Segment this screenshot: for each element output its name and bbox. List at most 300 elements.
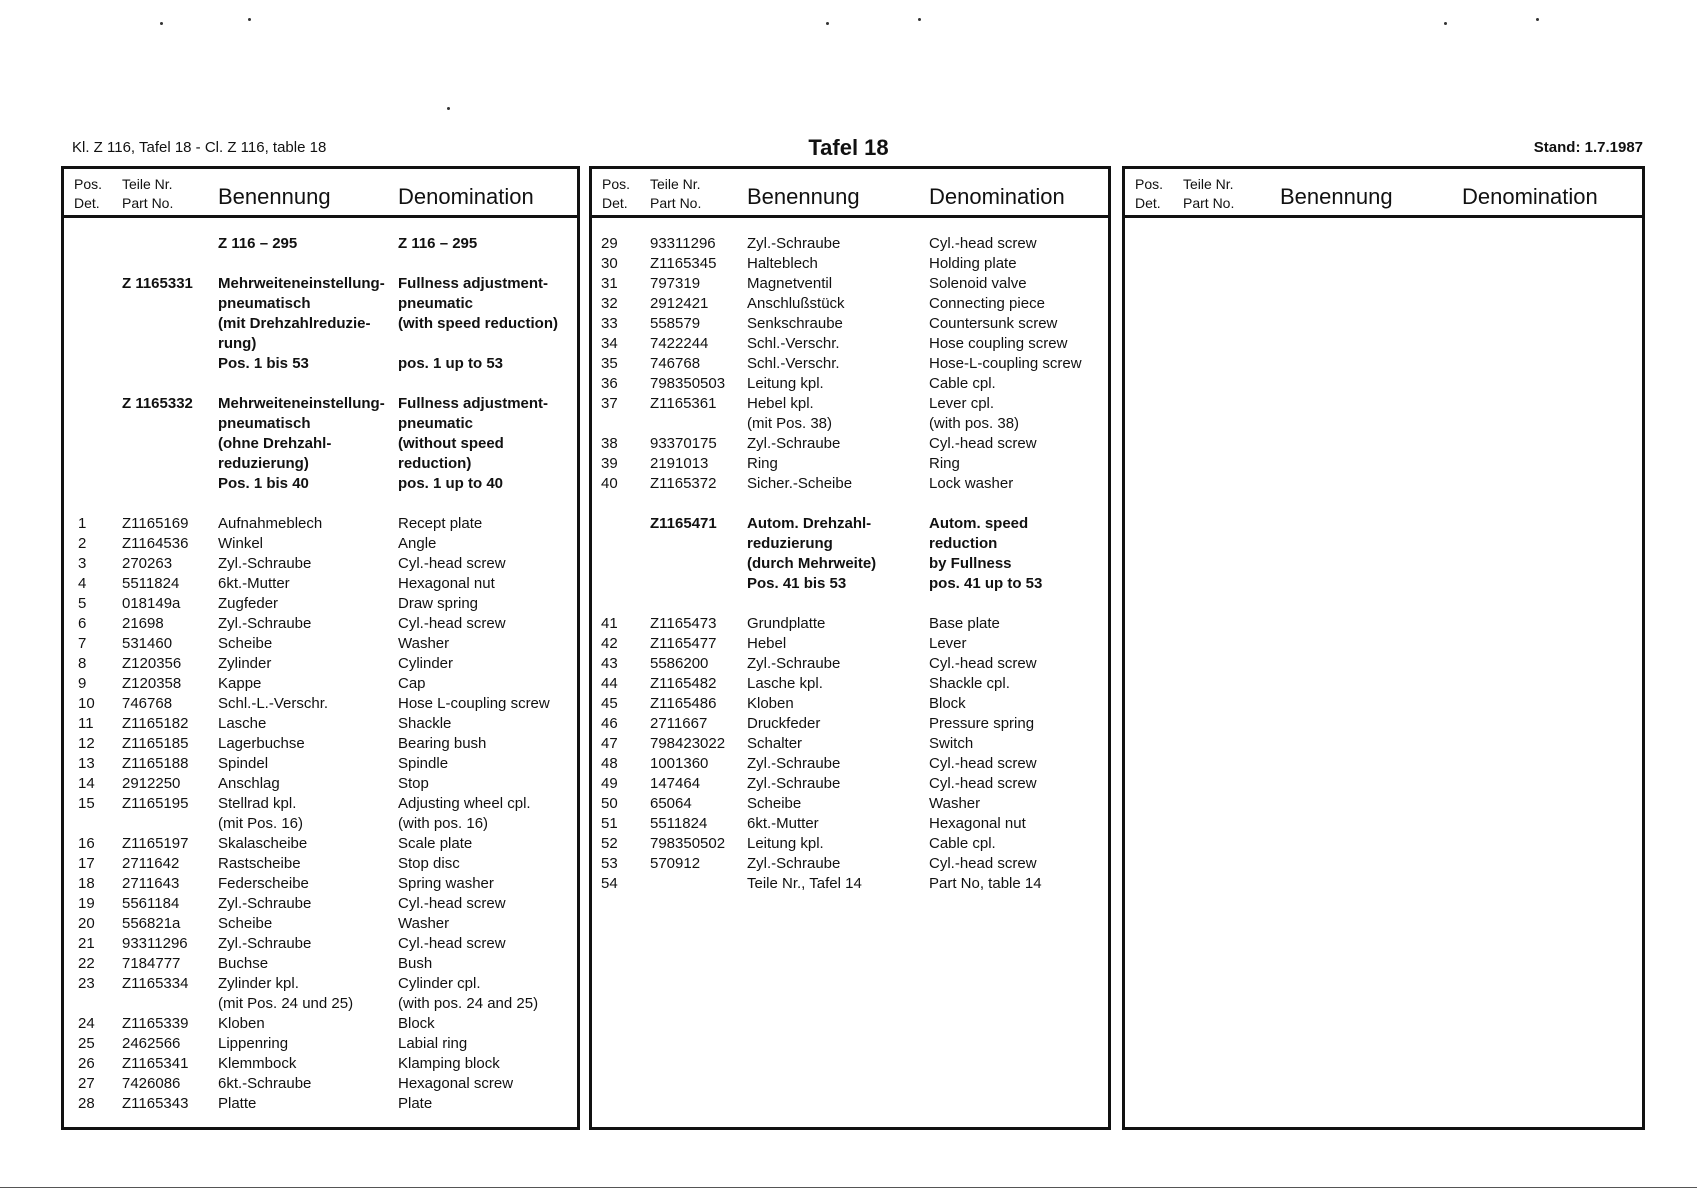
part-no-header xyxy=(122,175,173,213)
table-row xyxy=(592,294,1108,314)
benennung-cell: Kappe xyxy=(218,675,262,692)
benennung-cell: 6kt.-Schraube xyxy=(218,1075,312,1092)
benennung-cell: Federscheibe xyxy=(218,875,309,892)
pos-cell: 10 xyxy=(78,695,95,712)
table-row xyxy=(592,674,1108,694)
denomination-cell: Lever xyxy=(929,635,967,652)
denomination-cell: Block xyxy=(929,695,966,712)
benennung-cell: 6kt.-Mutter xyxy=(747,815,819,832)
table-row xyxy=(592,774,1108,794)
part-no-cell: 7426086 xyxy=(122,1075,181,1092)
table-row xyxy=(592,234,1108,254)
part-no-cell: Z1165334 xyxy=(122,975,189,992)
part-no-cell: 2191013 xyxy=(650,455,709,472)
table-row xyxy=(64,1094,577,1114)
denomination-cell: Cyl.-head screw xyxy=(929,775,1037,792)
benennung-cell: Pos. 41 bis 53 xyxy=(747,575,847,592)
benennung-header: Benennung xyxy=(1280,184,1393,209)
part-no-cell: 570912 xyxy=(650,855,701,872)
benennung-cell: Grundplatte xyxy=(747,615,826,632)
table-row xyxy=(64,374,577,394)
benennung-cell: Kloben xyxy=(218,1015,265,1032)
part-no-cell: 5586200 xyxy=(650,655,709,672)
part-no-cell: 2912250 xyxy=(122,775,181,792)
table-header xyxy=(592,169,1108,218)
denomination-cell: Angle xyxy=(398,535,437,552)
part-no-cell: 147464 xyxy=(650,775,701,792)
pos-header-line2: Det. xyxy=(1135,195,1161,211)
pos-cell: 12 xyxy=(78,735,95,752)
table-row xyxy=(64,1014,577,1034)
benennung-cell: Zyl.-Schraube xyxy=(747,435,841,452)
table-row xyxy=(64,914,577,934)
denomination-cell: Hexagonal nut xyxy=(929,815,1026,832)
table-row xyxy=(64,254,577,274)
part-no-cell: Z1165486 xyxy=(650,695,717,712)
part-no-cell: Z1165477 xyxy=(650,635,717,652)
part-no-cell: 5511824 xyxy=(650,815,708,832)
table-row xyxy=(64,634,577,654)
page-title: Tafel 18 xyxy=(808,135,889,160)
part-no-cell: 798350503 xyxy=(650,375,726,392)
benennung-cell: pneumatisch xyxy=(218,295,311,312)
part-no-cell: 746768 xyxy=(650,355,701,372)
table-row xyxy=(64,694,577,714)
benennung-header: Benennung xyxy=(747,184,860,209)
pos-cell: 8 xyxy=(78,655,87,672)
part-header-line1: Teile Nr. xyxy=(650,176,701,192)
table-row xyxy=(64,614,577,634)
pos-cell: 32 xyxy=(601,295,618,312)
pos-cell: 29 xyxy=(601,235,618,252)
benennung-cell: Pos. 1 bis 53 xyxy=(218,355,309,372)
denomination-cell: Cyl.-head screw xyxy=(398,555,506,572)
scan-speck xyxy=(248,18,251,21)
scan-speck xyxy=(447,107,450,110)
table-row xyxy=(64,474,577,494)
table-row xyxy=(592,494,1108,514)
part-no-cell: 21698 xyxy=(122,615,164,632)
table-row xyxy=(592,714,1108,734)
denomination-cell: Hexagonal nut xyxy=(398,575,495,592)
denomination-cell: (without speed xyxy=(398,435,504,452)
denomination-cell: Cyl.-head screw xyxy=(929,655,1037,672)
denomination-cell: (with speed reduction) xyxy=(398,315,559,332)
table-row xyxy=(64,594,577,614)
table-row xyxy=(592,634,1108,654)
pos-cell: 2 xyxy=(78,535,87,552)
pos-cell: 52 xyxy=(601,835,618,852)
denomination-cell: Washer xyxy=(929,795,981,812)
part-no-cell: 018149a xyxy=(122,595,181,612)
table-row xyxy=(592,754,1108,774)
pos-header xyxy=(1135,175,1163,213)
part-no-cell: 531460 xyxy=(122,635,173,652)
benennung-cell: Zyl.-Schraube xyxy=(747,855,841,872)
table-row xyxy=(592,834,1108,854)
pos-cell: 54 xyxy=(601,875,618,892)
table-row xyxy=(64,974,577,994)
benennung-cell: reduzierung) xyxy=(218,455,309,472)
denomination-cell: Switch xyxy=(929,735,974,752)
denomination-cell: Holding plate xyxy=(929,255,1017,272)
table-row xyxy=(64,434,577,454)
sheet-reference: Kl. Z 116, Tafel 18 - Cl. Z 116, table 18 xyxy=(72,139,327,156)
table-row xyxy=(64,854,577,874)
benennung-cell: Zyl.-Schraube xyxy=(218,895,312,912)
table-row xyxy=(592,554,1108,574)
table-row xyxy=(592,434,1108,454)
part-no-cell: 65064 xyxy=(650,795,692,812)
table-row xyxy=(64,534,577,554)
denomination-cell: Autom. speed xyxy=(929,515,1029,532)
benennung-cell: Hebel kpl. xyxy=(747,395,814,412)
pos-cell: 47 xyxy=(601,735,618,752)
part-no-cell: Z120358 xyxy=(122,675,182,692)
denomination-cell: Cyl.-head screw xyxy=(398,615,506,632)
part-no-cell: Z 1165331 xyxy=(122,275,193,292)
part-no-cell: 798350502 xyxy=(650,835,726,852)
pos-cell: 37 xyxy=(601,395,618,412)
table-row xyxy=(64,294,577,314)
scan-speck xyxy=(1444,22,1447,25)
benennung-header: Benennung xyxy=(218,184,331,209)
denomination-cell: Block xyxy=(398,1015,435,1032)
pos-cell: 39 xyxy=(601,455,618,472)
part-no-cell: 2462566 xyxy=(122,1035,181,1052)
benennung-cell: Stellrad kpl. xyxy=(218,795,297,812)
benennung-cell: Scheibe xyxy=(218,635,273,652)
pos-cell: 35 xyxy=(601,355,618,372)
denomination-cell: Cable cpl. xyxy=(929,375,996,392)
table-row xyxy=(592,874,1108,894)
pos-header-line2: Det. xyxy=(602,195,628,211)
table-header xyxy=(1125,169,1642,218)
benennung-cell: Scheibe xyxy=(218,915,273,932)
benennung-cell: Spindel xyxy=(218,755,269,772)
table-row xyxy=(64,674,577,694)
part-no-header xyxy=(1183,175,1234,213)
pos-cell: 13 xyxy=(78,755,95,772)
pos-cell: 27 xyxy=(78,1075,95,1092)
table-row xyxy=(592,694,1108,714)
part-no-cell: Z1164536 xyxy=(122,535,189,552)
denomination-cell: Cyl.-head screw xyxy=(929,755,1037,772)
part-no-cell: 5561184 xyxy=(122,895,180,912)
part-no-cell: Z 1165332 xyxy=(122,395,193,412)
table-row xyxy=(592,574,1108,594)
pos-cell: 7 xyxy=(78,635,87,652)
pos-cell: 5 xyxy=(78,595,87,612)
part-no-cell: Z1165341 xyxy=(122,1055,189,1072)
table-row xyxy=(592,734,1108,754)
part-no-cell: Z120356 xyxy=(122,655,182,672)
pos-cell: 40 xyxy=(601,475,618,492)
benennung-cell: Lippenring xyxy=(218,1035,289,1052)
benennung-cell: Leitung kpl. xyxy=(747,835,824,852)
denomination-cell: reduction xyxy=(929,535,998,552)
revision-date: Stand: 1.7.1987 xyxy=(1533,139,1643,156)
denomination-cell: (with pos. 16) xyxy=(398,815,489,832)
benennung-cell: rung) xyxy=(218,335,257,352)
part-no-cell: Z1165169 xyxy=(122,515,189,532)
table-row xyxy=(64,274,577,294)
denomination-cell: reduction) xyxy=(398,455,472,472)
pos-cell: 19 xyxy=(78,895,95,912)
denomination-cell: Plate xyxy=(398,1095,433,1112)
denomination-cell: (with pos. 38) xyxy=(929,415,1020,432)
benennung-cell: Lasche kpl. xyxy=(747,675,823,692)
table-row xyxy=(64,934,577,954)
benennung-cell: Zyl.-Schraube xyxy=(218,555,312,572)
part-no-cell: 93311296 xyxy=(122,935,188,952)
denomination-header: Denomination xyxy=(929,184,1065,209)
benennung-cell: Schl.-L.-Verschr. xyxy=(218,695,329,712)
benennung-cell: Skalascheibe xyxy=(218,835,308,852)
benennung-cell: pneumatisch xyxy=(218,415,311,432)
benennung-cell: Druckfeder xyxy=(747,715,821,732)
benennung-cell: (durch Mehrweite) xyxy=(747,555,877,572)
benennung-cell: Magnetventil xyxy=(747,275,833,292)
pos-cell: 4 xyxy=(78,575,87,592)
denomination-cell: Lock washer xyxy=(929,475,1014,492)
denomination-cell: Shackle cpl. xyxy=(929,675,1010,692)
denomination-cell: Spindle xyxy=(398,755,449,772)
denomination-cell: pneumatic xyxy=(398,295,474,312)
pos-cell: 20 xyxy=(78,915,95,932)
denomination-cell: Recept plate xyxy=(398,515,483,532)
benennung-cell: Buchse xyxy=(218,955,269,972)
part-no-cell: 1001360 xyxy=(650,755,709,772)
denomination-cell: (with pos. 24 and 25) xyxy=(398,995,539,1012)
pos-cell: 31 xyxy=(601,275,618,292)
part-header-line2: Part No. xyxy=(122,195,174,211)
table-row xyxy=(592,474,1108,494)
table-row xyxy=(64,994,577,1014)
table-row xyxy=(592,534,1108,554)
pos-cell: 6 xyxy=(78,615,87,632)
denomination-cell: Draw spring xyxy=(398,595,479,612)
denomination-cell: Connecting piece xyxy=(929,295,1045,312)
denomination-cell: pneumatic xyxy=(398,415,474,432)
parts-table-panel-2 xyxy=(589,166,1111,1130)
part-no-cell: 556821a xyxy=(122,915,181,932)
part-no-cell: 7422244 xyxy=(650,335,709,352)
benennung-cell: Anschlag xyxy=(218,775,280,792)
pos-cell: 1 xyxy=(78,515,87,532)
benennung-cell: Zyl.-Schraube xyxy=(218,615,312,632)
pos-header xyxy=(602,175,630,213)
benennung-cell: Zylinder kpl. xyxy=(218,975,299,992)
denomination-cell: Z 116 – 295 xyxy=(398,235,478,252)
table-row xyxy=(64,894,577,914)
benennung-cell: Schl.-Verschr. xyxy=(747,335,840,352)
benennung-cell: Lasche xyxy=(218,715,267,732)
denomination-cell: Lever cpl. xyxy=(929,395,995,412)
benennung-cell: (mit Pos. 16) xyxy=(218,815,304,832)
part-no-cell: Z1165482 xyxy=(650,675,717,692)
part-no-cell: 2711643 xyxy=(122,875,180,892)
pos-cell: 23 xyxy=(78,975,95,992)
scan-speck xyxy=(160,22,163,25)
denomination-cell: Hose coupling screw xyxy=(929,335,1068,352)
pos-cell: 17 xyxy=(78,855,95,872)
denomination-cell: Cylinder cpl. xyxy=(398,975,481,992)
denomination-cell: Washer xyxy=(398,635,450,652)
pos-cell: 11 xyxy=(78,715,94,732)
pos-cell: 9 xyxy=(78,675,87,692)
benennung-cell: Zyl.-Schraube xyxy=(747,775,841,792)
benennung-cell: Schalter xyxy=(747,735,803,752)
denomination-cell: Cyl.-head screw xyxy=(398,895,506,912)
pos-cell: 45 xyxy=(601,695,618,712)
benennung-cell: Klemmbock xyxy=(218,1055,297,1072)
benennung-cell: Aufnahmeblech xyxy=(218,515,323,532)
denomination-cell: pos. 1 up to 53 xyxy=(398,355,504,372)
pos-cell: 22 xyxy=(78,955,95,972)
table-row xyxy=(64,554,577,574)
part-no-cell: Z1165197 xyxy=(122,835,189,852)
table-row xyxy=(592,814,1108,834)
table-row xyxy=(64,314,577,334)
denomination-cell: Scale plate xyxy=(398,835,473,852)
denomination-cell: Cylinder xyxy=(398,655,454,672)
scan-speck xyxy=(826,22,829,25)
part-no-cell: Z1165471 xyxy=(650,515,717,532)
part-no-cell: Z1165473 xyxy=(650,615,717,632)
parts-table-panel-1 xyxy=(61,166,580,1130)
benennung-cell: Zyl.-Schraube xyxy=(747,235,841,252)
denomination-cell: Hexagonal screw xyxy=(398,1075,514,1092)
pos-cell: 24 xyxy=(78,1015,95,1032)
denomination-header: Denomination xyxy=(398,184,534,209)
table-row xyxy=(64,774,577,794)
denomination-cell: Bush xyxy=(398,955,433,972)
benennung-cell: Teile Nr., Tafel 14 xyxy=(747,875,862,892)
benennung-cell: Anschlußstück xyxy=(747,295,845,312)
benennung-cell: Pos. 1 bis 40 xyxy=(218,475,309,492)
pos-cell: 38 xyxy=(601,435,618,452)
pos-cell: 14 xyxy=(78,775,95,792)
pos-header-line1: Pos. xyxy=(74,176,103,192)
table-row xyxy=(592,374,1108,394)
table-row xyxy=(64,754,577,774)
part-no-cell: 2711667 xyxy=(650,715,708,732)
part-no-cell: 93311296 xyxy=(650,235,716,252)
table-row xyxy=(64,454,577,474)
table-row xyxy=(64,514,577,534)
part-no-cell: Z1165185 xyxy=(122,735,189,752)
benennung-cell: Sicher.-Scheibe xyxy=(747,475,853,492)
pos-cell: 25 xyxy=(78,1035,95,1052)
denomination-cell: Cap xyxy=(398,675,426,692)
part-no-cell: Z1165372 xyxy=(650,475,717,492)
benennung-cell: reduzierung xyxy=(747,535,833,552)
denomination-cell: Hose-L-coupling screw xyxy=(929,355,1082,372)
table-row xyxy=(64,1074,577,1094)
pos-header xyxy=(74,175,102,213)
benennung-cell: Ring xyxy=(747,455,778,472)
denomination-cell: Pressure spring xyxy=(929,715,1035,732)
pos-cell: 49 xyxy=(601,775,618,792)
pos-header-line1: Pos. xyxy=(1135,176,1164,192)
part-no-header xyxy=(650,175,701,213)
benennung-cell: Hebel xyxy=(747,635,787,652)
table-row xyxy=(592,314,1108,334)
pos-cell: 18 xyxy=(78,875,95,892)
denomination-cell: Stop xyxy=(398,775,429,792)
part-no-cell: 558579 xyxy=(650,315,701,332)
denomination-cell: Fullness adjustment- xyxy=(398,395,549,412)
part-no-cell: 5511824 xyxy=(122,575,180,592)
table-row xyxy=(592,274,1108,294)
table-row xyxy=(64,1034,577,1054)
benennung-cell: Scheibe xyxy=(747,795,802,812)
pos-cell: 33 xyxy=(601,315,618,332)
part-no-cell: 2711642 xyxy=(122,855,180,872)
denomination-cell: Bearing bush xyxy=(398,735,487,752)
denomination-cell: pos. 1 up to 40 xyxy=(398,475,504,492)
part-no-cell: Z1165195 xyxy=(122,795,189,812)
table-row xyxy=(64,354,577,374)
benennung-cell: Platte xyxy=(218,1095,257,1112)
table-header xyxy=(64,169,577,218)
benennung-cell: Z 116 – 295 xyxy=(218,235,298,252)
benennung-cell: Rastscheibe xyxy=(218,855,301,872)
denomination-cell: Spring washer xyxy=(398,875,494,892)
table-row xyxy=(592,394,1108,414)
denomination-cell: Fullness adjustment- xyxy=(398,275,549,292)
pos-cell: 36 xyxy=(601,375,618,392)
table-row xyxy=(64,1054,577,1074)
part-no-cell: Z1165339 xyxy=(122,1015,189,1032)
pos-cell: 53 xyxy=(601,855,618,872)
pos-cell: 50 xyxy=(601,795,618,812)
pos-header-line1: Pos. xyxy=(602,176,631,192)
table-row xyxy=(592,354,1108,374)
benennung-cell: Winkel xyxy=(218,535,264,552)
table-row xyxy=(64,734,577,754)
benennung-cell: Leitung kpl. xyxy=(747,375,824,392)
table-row xyxy=(64,814,577,834)
pos-cell: 15 xyxy=(78,795,95,812)
denomination-cell: Shackle xyxy=(398,715,452,732)
denomination-cell: Washer xyxy=(398,915,450,932)
pos-cell: 46 xyxy=(601,715,618,732)
benennung-cell: Autom. Drehzahl- xyxy=(747,515,872,532)
table-row xyxy=(64,494,577,514)
pos-header-line2: Det. xyxy=(74,195,100,211)
table-row xyxy=(64,714,577,734)
table-row xyxy=(592,454,1108,474)
denomination-cell: Klamping block xyxy=(398,1055,500,1072)
denomination-cell: Part No, table 14 xyxy=(929,875,1042,892)
pos-cell: 43 xyxy=(601,655,618,672)
part-no-cell: Z1165361 xyxy=(650,395,717,412)
part-no-cell: 93370175 xyxy=(650,435,717,452)
pos-cell: 28 xyxy=(78,1095,95,1112)
pos-cell: 41 xyxy=(601,615,618,632)
part-header-line1: Teile Nr. xyxy=(122,176,173,192)
denomination-cell: Cyl.-head screw xyxy=(929,235,1037,252)
benennung-cell: Zugfeder xyxy=(218,595,279,612)
table-row xyxy=(64,654,577,674)
table-row xyxy=(64,414,577,434)
denomination-cell: Cyl.-head screw xyxy=(929,855,1037,872)
part-header-line1: Teile Nr. xyxy=(1183,176,1234,192)
table-row xyxy=(64,954,577,974)
benennung-cell: (mit Drehzahlreduzie- xyxy=(218,315,371,332)
